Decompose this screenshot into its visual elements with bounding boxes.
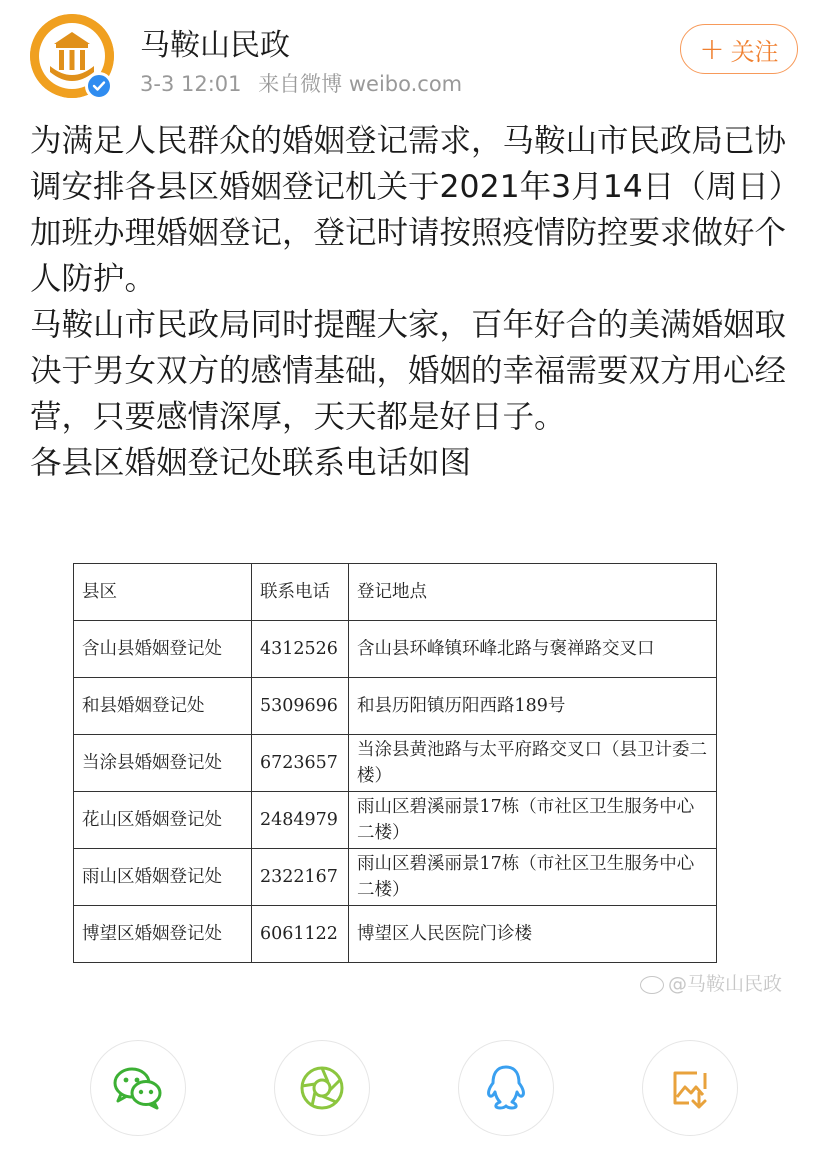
table-cell-phone: 2484979 bbox=[252, 792, 349, 849]
table-row bbox=[74, 849, 717, 906]
table-row bbox=[74, 906, 717, 963]
table-cell-office: 花山区婚姻登记处 bbox=[74, 792, 252, 849]
post-paragraph: 各县区婚姻登记处联系电话如图 bbox=[30, 445, 472, 481]
table-cell-address: 当涂县黄池路与太平府路交叉口（县卫计委二楼） bbox=[349, 735, 717, 792]
table-row bbox=[74, 621, 717, 678]
table-cell-address: 雨山区碧溪丽景17栋（市社区卫生服务中心二楼） bbox=[349, 792, 717, 849]
weibo-logo-icon bbox=[640, 976, 664, 994]
follow-label: 关注 bbox=[730, 37, 779, 66]
table-cell-address: 博望区人民医院门诊楼 bbox=[349, 906, 717, 963]
plus-icon: + bbox=[699, 31, 725, 67]
post-time: 3-3 12:01 bbox=[140, 72, 242, 96]
table-cell-office: 含山县婚姻登记处 bbox=[74, 621, 252, 678]
share-moments-button[interactable] bbox=[274, 1040, 370, 1136]
table-header-cell: 登记地点 bbox=[349, 564, 717, 621]
save-image-icon bbox=[667, 1065, 713, 1111]
save-image-button[interactable] bbox=[642, 1040, 738, 1136]
table-row bbox=[74, 678, 717, 735]
table-cell-phone: 6723657 bbox=[252, 735, 349, 792]
table-cell-phone: 4312526 bbox=[252, 621, 349, 678]
table-cell-phone: 6061122 bbox=[252, 906, 349, 963]
moments-icon bbox=[298, 1064, 346, 1112]
follow-button[interactable] bbox=[680, 24, 798, 74]
weibo-watermark bbox=[640, 969, 782, 996]
table-cell-phone: 2322167 bbox=[252, 849, 349, 906]
table-cell-office: 当涂县婚姻登记处 bbox=[74, 735, 252, 792]
table-cell-address: 和县历阳镇历阳西路189号 bbox=[349, 678, 717, 735]
verified-badge-icon bbox=[85, 72, 113, 100]
table-cell-address: 雨山区碧溪丽景17栋（市社区卫生服务中心二楼） bbox=[349, 849, 717, 906]
wechat-icon bbox=[112, 1065, 164, 1111]
share-qq-button[interactable] bbox=[458, 1040, 554, 1136]
post-paragraph: 为满足人民群众的婚姻登记需求，马鞍山市民政局已协调安排各县区婚姻登记机关于2021年3月14日（周日）加班办理婚姻登记，登记时请按照疫情防控要求做好个人防护。 bbox=[30, 123, 787, 297]
registration-table bbox=[73, 563, 717, 963]
table-cell-office: 雨山区婚姻登记处 bbox=[74, 849, 252, 906]
share-wechat-button[interactable] bbox=[90, 1040, 186, 1136]
table-header-cell: 联系电话 bbox=[252, 564, 349, 621]
table-row bbox=[74, 735, 717, 792]
table-header-cell: 县区 bbox=[74, 564, 252, 621]
table-cell-phone: 5309696 bbox=[252, 678, 349, 735]
post-header bbox=[0, 0, 828, 110]
post-image[interactable] bbox=[40, 515, 800, 1010]
table-cell-address: 含山县环峰镇环峰北路与褒禅路交叉口 bbox=[349, 621, 717, 678]
share-bar bbox=[0, 1040, 828, 1140]
post-body bbox=[30, 118, 798, 486]
table-cell-office: 博望区婚姻登记处 bbox=[74, 906, 252, 963]
post-meta bbox=[140, 68, 472, 98]
watermark-text: @马鞍山民政 bbox=[668, 973, 783, 995]
qq-icon bbox=[484, 1064, 528, 1112]
post-source: 来自微博 weibo.com bbox=[258, 72, 463, 96]
table-cell-office: 和县婚姻登记处 bbox=[74, 678, 252, 735]
account-name[interactable]: 马鞍山民政 bbox=[140, 28, 290, 63]
table-header-row bbox=[74, 564, 717, 621]
post-paragraph: 马鞍山市民政局同时提醒大家，百年好合的美满婚姻取决于男女双方的感情基础，婚姻的幸福需要双方用心经营，只要感情深厚，天天都是好日子。 bbox=[30, 307, 787, 435]
table-row bbox=[74, 792, 717, 849]
